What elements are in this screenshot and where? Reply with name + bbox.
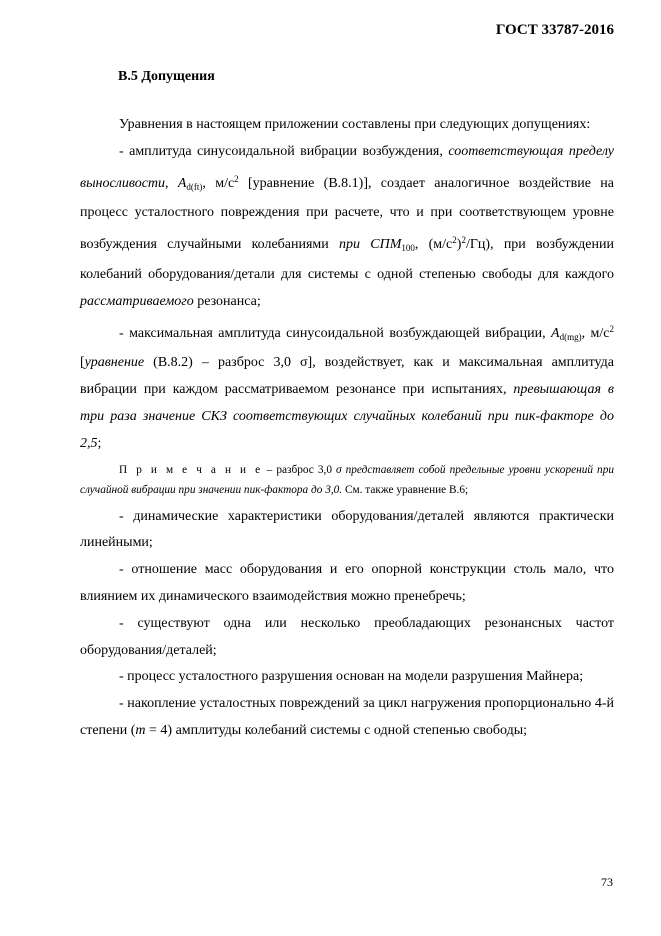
- text-run: – разброс 3,0: [262, 463, 337, 476]
- text-run: См. также уравнение В.6;: [342, 483, 469, 496]
- text-run: резонанса;: [193, 293, 261, 309]
- text-run: - накопление усталостных повреждений за цикл нагружения пропорционально 4-й степени (: [80, 696, 614, 738]
- text-run: , м/с: [202, 175, 235, 191]
- document-body: [80, 112, 614, 745]
- assumption-item-5: - существуют одна или несколько преобладающих резонансных частот оборудования/деталей;: [80, 615, 614, 658]
- section-title: В.5 Допущения: [118, 69, 215, 84]
- document-header-id: ГОСТ 33787-2016: [495, 22, 614, 38]
- note-paragraph: [80, 460, 614, 500]
- text-run: ;: [97, 435, 102, 451]
- italic-run: , превышающая в три раза значение СКЗ соответствующих случайных колебаний при пик-факторе до 2,5: [80, 382, 614, 451]
- text-run: = 4) амплитуды колебаний системы с одной степенью свободы;: [145, 722, 528, 738]
- text-run: - максимальная амплитуда синусоидальной возбуждающей вибрации,: [119, 325, 552, 341]
- italic-run: при СПМ: [339, 237, 402, 253]
- italic-run: уравнение: [84, 355, 145, 371]
- superscript: 2: [461, 235, 466, 246]
- superscript: 2: [452, 235, 457, 246]
- assumption-item-4: - отношение масс оборудования и его опорной конструкции столь мало, что влиянием их динамического взаимодействия можно пренебречь;: [80, 562, 614, 604]
- text-run: , (м/с: [414, 237, 453, 253]
- symbol-a: A: [177, 175, 187, 191]
- symbol-a: A: [551, 325, 560, 341]
- subscript: 100: [401, 243, 415, 254]
- italic-run: соответствующая пределу выносливости: [80, 143, 614, 191]
- page-number: 73: [601, 875, 613, 889]
- text-run: - амплитуда синусоидальной вибрации возбуждения,: [119, 143, 449, 159]
- italic-run: σ представляет собой предельные уровни ускорений при случайной вибрации при значении пик-фактора до 3,0.: [80, 463, 614, 496]
- text-run: /Гц), при возбуждении колебаний оборудования/детали для системы с одной степенью свободы для каждого: [80, 237, 614, 282]
- assumption-item-2: [80, 316, 614, 458]
- assumption-item-3: - динамические характеристики оборудования/деталей являются практически линейными;: [80, 508, 614, 551]
- text-run: , м/с: [581, 325, 610, 341]
- assumption-item-7: [80, 691, 614, 745]
- text-run: (В.8.2) – разброс 3,0 σ], воздействует, как и максимальная амплитуда вибрации при каждом рассматриваемом резонансе при испытаниях: [80, 355, 614, 398]
- symbol-m: m: [135, 722, 146, 738]
- text-run: [уравнение (В.8.1)], создает аналогичное воздействие на процесс усталостного повреждения при расчете, что и при соответствующем уровне возбуждения случайными колебаниями: [80, 175, 614, 253]
- text-run: ): [456, 237, 462, 253]
- subscript: d(ft): [186, 181, 203, 192]
- assumption-item-6: - процесс усталостного разрушения основан на модели разрушения Майнера;: [119, 669, 584, 685]
- subscript: d(mg): [559, 331, 582, 342]
- assumption-item-1: [80, 139, 614, 316]
- text-run: ,: [165, 175, 178, 191]
- superscript: 2: [234, 173, 239, 184]
- text-run: [: [80, 355, 85, 371]
- intro-paragraph: Уравнения в настоящем приложении составлены при следующих допущениях:: [119, 117, 591, 132]
- superscript: 2: [609, 323, 614, 334]
- italic-run: рассматриваемого: [80, 293, 194, 309]
- note-label: П р и м е ч а н и е: [119, 463, 263, 476]
